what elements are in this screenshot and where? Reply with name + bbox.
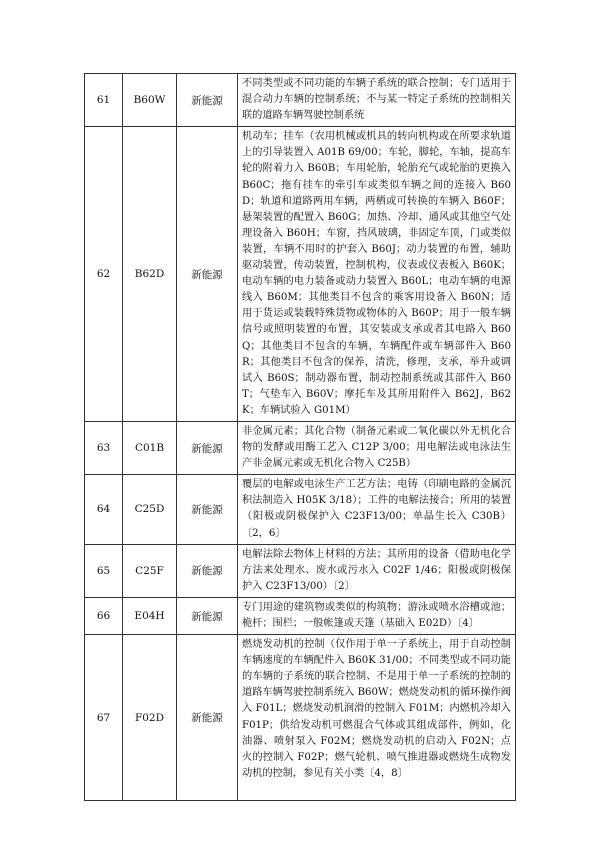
table-row bbox=[85, 127, 516, 422]
category: 新能源 bbox=[177, 475, 238, 544]
description: 机动车；挂车（农用机械或机具的转向机构或在所要求轨道上的引导装置入 A01B 69/00；车轮，脚轮，车轴，提高车轮的附着力入 B60B；车用轮胎，轮胎充气或轮胎的更换入 B60C；拖有挂车的牵引车或类似车辆之间的连接入 B60D；轨道和道路两用车辆，两栖或可转换的车辆入 B60F；悬架装置的配置入 B60G；加热、冷却、通风或其他空气处理设备入 B60H；车窗，挡风玻璃，非固定车顶，门或类似装置，车辆不用时的护套入 B60J；动力装置的布置，辅助驱动装置，传动装置，控制机构，仪表或仪表板入 B60K；电动车辆的电力装备或动力装置入 B60L；电动车辆的电源线入 B60M；其他类目不包含的乘客用设备入 B60N；适用于货运或装载特殊货物或物体的入 B60P；用于一般车辆信号或照明装置的布置，其安装或支承或者其电路入 B60Q；其他类目不包含的车辆，车辆配件或车辆部件入 B60R；其他类目不包含的保养，清洗，修理，支承，举升或调试入 B60S；制动器布置，制动控制系统或其部件入 B60T；气垫车入 B60V；摩托车及其所用附件入 B62J，B62K；车辆试验入 G01M） bbox=[238, 127, 516, 422]
category: 新能源 bbox=[177, 544, 238, 597]
row-number: 62 bbox=[85, 127, 123, 422]
category: 新能源 bbox=[177, 635, 238, 801]
table-row bbox=[85, 421, 516, 474]
row-number: 63 bbox=[85, 421, 123, 474]
description: 专门用途的建筑物或类似的构筑物；游泳或喷水浴槽或池；桅杆；围栏；一般帐篷或天篷（基础入 E02D）〔4〕 bbox=[238, 597, 516, 634]
row-number: 64 bbox=[85, 475, 123, 544]
row-number: 66 bbox=[85, 597, 123, 634]
description: 覆层的电解或电泳生产工艺方法；电铸（印刷电路的金属沉积法制造入 H05K 3/18）；工件的电解法接合；所用的装置（阳极或阴极保护入 C23F13/00；单晶生长入 C30B）〔2，6〕 bbox=[238, 475, 516, 544]
row-number: 61 bbox=[85, 74, 123, 127]
classification-table bbox=[84, 73, 516, 801]
row-number: 65 bbox=[85, 544, 123, 597]
description: 燃烧发动机的控制（仅作用于单一子系统上，用于自动控制车辆速度的车辆配件入 B60K 31/00；不同类型或不同功能的车辆的子系统的联合控制、不是用于单一子系统的控制的道路车辆驾驶控制系统入 B60W；燃烧发动机的循环操作阀入 F01L；燃烧发动机润滑的控制入 F01M；内燃机冷却入 F01P；供给发动机可燃混合气体或其组成部件，例如，化油器、喷射泵入 F02M；燃烧发动机的启动入 F02N；点火的控制入 F02P；燃气轮机、喷气推进器或燃烧生成物发动机的控制，参见有关小类〔4，8〕 bbox=[238, 635, 516, 801]
table-row bbox=[85, 597, 516, 634]
category: 新能源 bbox=[177, 74, 238, 127]
table-row bbox=[85, 475, 516, 544]
category: 新能源 bbox=[177, 597, 238, 634]
ipc-code: C25D bbox=[123, 475, 177, 544]
ipc-code: C01B bbox=[123, 421, 177, 474]
category: 新能源 bbox=[177, 127, 238, 422]
table-row bbox=[85, 635, 516, 801]
table-row bbox=[85, 74, 516, 127]
ipc-code: F02D bbox=[123, 635, 177, 801]
ipc-code: B60W bbox=[123, 74, 177, 127]
category: 新能源 bbox=[177, 421, 238, 474]
description: 不同类型或不同功能的车辆子系统的联合控制；专门适用于混合动力车辆的控制系统；不与某一特定子系统的控制相关联的道路车辆驾驶控制系统 bbox=[238, 74, 516, 127]
ipc-code: B62D bbox=[123, 127, 177, 422]
ipc-code: C25F bbox=[123, 544, 177, 597]
description: 非金属元素；其化合物（制备元素或二氧化碳以外无机化合物的发酵或用酶工艺入 C12P 3/00；用电解法或电泳法生产非金属元素或无机化合物入 C25B） bbox=[238, 421, 516, 474]
ipc-code: E04H bbox=[123, 597, 177, 634]
table-row bbox=[85, 544, 516, 597]
description: 电解法除去物体上材料的方法；其所用的设备（借助电化学方法来处理水、废水或污水入 C02F 1/46；阳极或阴极保护入 C23F13/00）〔2〕 bbox=[238, 544, 516, 597]
row-number: 67 bbox=[85, 635, 123, 801]
